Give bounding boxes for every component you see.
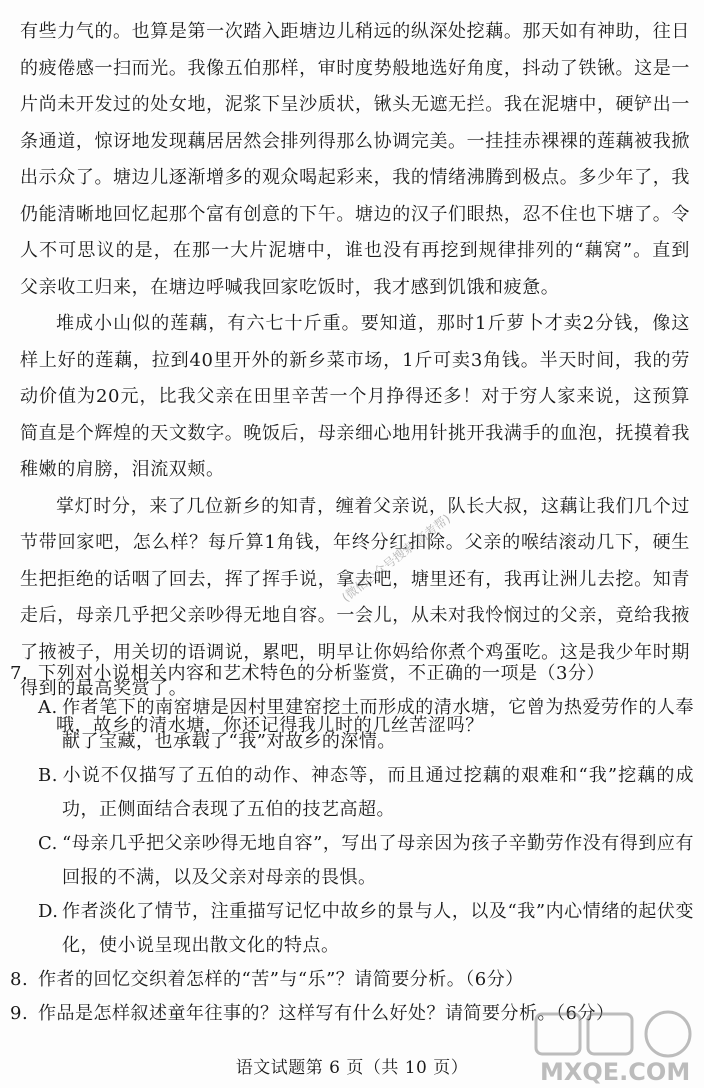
option-c [38, 827, 694, 895]
option-letter: C. [38, 833, 58, 854]
option-letter: B. [38, 765, 58, 786]
passage-paragraph-3: 掌灯时分，来了几位新乡的知青，缠着父亲说，队长大叔，这藕让我们几个过节带回家吧，怎么样？每斤算1角钱，年终分红扣除。父亲的喉结滚动几下，硬生生把拒绝的话咽了回去，挥了挥手说，拿去吧，塘里还有，我再让洲儿去挖。知青走后，母亲几乎把父亲吵得无地自容。一会儿，从未对我怜悯过的父亲，竟给我掖了掖被子，用关切的语调说，累吧，明早让你妈给你煮个鸡蛋吃。这是我少年时期得到的最高奖赏了。 [20, 495, 690, 699]
question-stem: 作品是怎样叙述童年往事的？这样写有什么好处？请简要分析。（6分） [38, 1003, 615, 1024]
question-stem: 作者的回忆交织着怎样的“苦”与“乐”？请简要分析。（6分） [38, 969, 524, 990]
option-letter: A. [38, 697, 58, 718]
option-text: 作者笔下的南窑塘是因村里建窑挖土而形成的清水塘，它曾为热爱劳作的人奉献了宝藏，也承载了“我”对故乡的深情。 [62, 697, 694, 752]
question-number: 9. [10, 1003, 29, 1024]
passage-paragraph-2: 堆成小山似的莲藕，有六七十斤重。要知道，那时1斤萝卜才卖2分钱，像这样上好的莲藕，拉到40里开外的新乡菜市场，1斤可卖3角钱。半天时间，我的劳动价值为20元，比我父亲在田里辛苦一个月挣得还多！对于穷人家来说，这预算简直是个辉煌的天文数字。晚饭后，母亲细心地用针挑开我满手的血泡，抚摸着我稚嫩的肩膀，泪流双颊。 [20, 313, 690, 480]
option-b [38, 759, 694, 827]
question-section [10, 657, 694, 1031]
question-number: 8. [10, 969, 29, 990]
option-text: 作者淡化了情节，注重描写记忆中故乡的景与人，以及“我”内心情绪的起伏变化，使小说呈现出散文化的特点。 [62, 901, 694, 956]
reading-passage [20, 14, 690, 744]
option-text: 小说不仅描写了五伯的动作、神态等，而且通过挖藕的艰难和“我”挖藕的成功，正侧面结合表现了五伯的技艺高超。 [62, 765, 694, 820]
question-stem: 下列对小说相关内容和艺术特色的分析鉴赏，不正确的一项是（3分） [38, 663, 605, 684]
watermark-logo [528, 1008, 698, 1086]
page-footer: 语文试题第 6 页（共 10 页） [235, 1058, 469, 1078]
question-number: 7. [10, 663, 29, 684]
option-d [38, 895, 694, 963]
question-8 [10, 963, 694, 997]
question-7 [10, 657, 694, 691]
passage-paragraph-4: 哦，故乡的清水塘，你还记得我儿时的几丝苦涩吗？ [56, 714, 484, 736]
watermark-logo-text: MXQE.COM [540, 1058, 691, 1086]
option-text: “母亲几乎把父亲吵得无地自容”，写出了母亲因为孩子辛勤劳作没有得到应有回报的不满，以及父亲对母亲的畏惧。 [62, 833, 694, 888]
option-a [38, 691, 694, 759]
watermark-text: (微信公众号搜索:高考帮) [339, 511, 453, 605]
option-letter: D. [38, 901, 59, 922]
passage-paragraph-1: 有些力气的。也算是第一次踏入距塘边儿稍远的纵深处挖藕。那天如有神助，往日的疲倦感一扫而光。我像五伯那样，审时度势般地选好角度，抖动了铁锹。这是一片尚未开发过的处女地，泥浆下呈沙质状，锹头无遮无拦。我在泥塘中，硬铲出一条通道，惊讶地发现藕居居然会排列得那么协调完美。一挂挂赤裸裸的莲藕被我掀出示众了。塘边儿逐渐增多的观众喝起彩来，我的情绪沸腾到极点。多少年了，我仍能清晰地回忆起那个富有创意的下午。塘边的汉子们眼热，忍不住也下塘了。令人不可思议的是，在那一大片泥塘中，谁也没有再挖到规律排列的“藕窝”。直到父亲收工归来，在塘边呼喊我回家吃饭时，我才感到饥饿和疲惫。 [20, 21, 690, 298]
